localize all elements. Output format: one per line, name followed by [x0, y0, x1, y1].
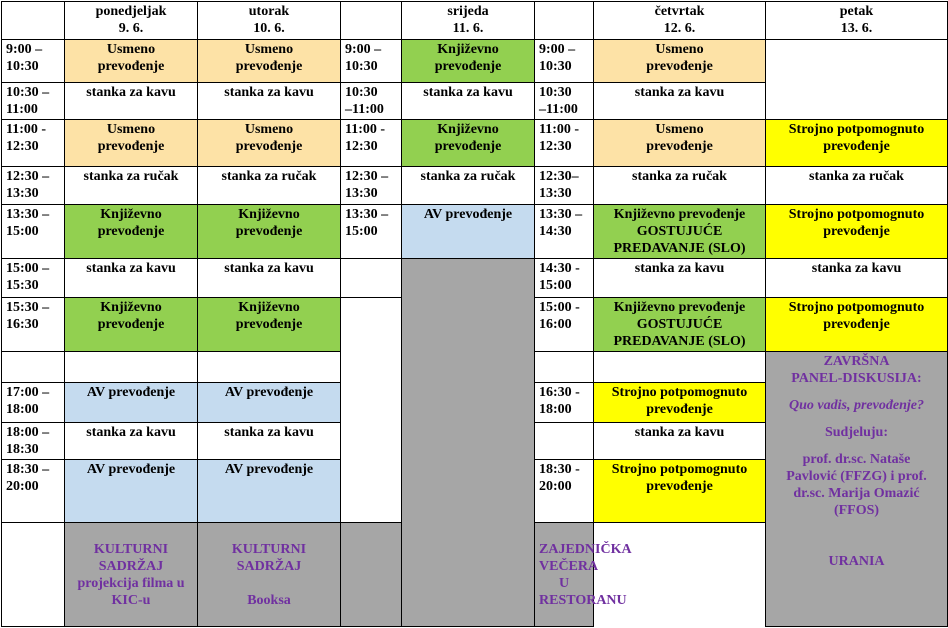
time-cell: 12:30 – 13:30 — [341, 167, 402, 204]
time-cell: 15:00 - 16:00 — [535, 297, 594, 351]
event-cultural-tuesday: KULTURNI SADRŽAJ Booksa — [198, 522, 341, 626]
header-thursday: četvrtak 12. 6. — [594, 2, 766, 40]
break-coffee: stanka za kavu — [594, 83, 766, 120]
schedule-table — [1, 1, 948, 627]
header-tuesday: utorak 10. 6. — [198, 2, 341, 40]
session-usmeno: Usmeno prevođenje — [594, 120, 766, 167]
empty-cell — [2, 352, 65, 383]
session-strojno: Strojno potpomognuto prevođenje — [766, 204, 948, 258]
empty-cell — [535, 352, 594, 383]
break-coffee: stanka za kavu — [65, 83, 198, 120]
time-cell: 15:00 – 15:30 — [2, 258, 65, 297]
time-cell: 11:00 - 12:30 — [535, 120, 594, 167]
header-wednesday: srijeda 11. 6. — [402, 2, 535, 40]
header-blank-thu — [535, 2, 594, 40]
empty-cell — [341, 258, 402, 297]
session-knjizevno-guest: Književno prevođenje GOSTUJUĆE PREDAVANJE (SLO) — [594, 204, 766, 258]
corner-cell — [2, 2, 65, 40]
time-cell: 16:30 - 18:00 — [535, 383, 594, 423]
session-av: AV prevođenje — [402, 204, 535, 258]
break-lunch: stanka za ručak — [65, 167, 198, 204]
break-coffee: stanka za kavu — [65, 258, 198, 297]
break-lunch: stanka za ručak — [198, 167, 341, 204]
event-dinner-thursday: ZAJEDNIČKA VEČERA U RESTORANU — [535, 522, 594, 626]
header-blank-wed — [341, 2, 402, 40]
break-coffee: stanka za kavu — [198, 83, 341, 120]
time-cell: 11:00 - 12:30 — [341, 120, 402, 167]
time-cell: 10:30 –11:00 — [535, 83, 594, 120]
session-knjizevno: Književno prevođenje — [198, 204, 341, 258]
time-cell: 17:00 – 18:00 — [2, 383, 65, 423]
empty-cell — [535, 423, 594, 460]
session-av: AV prevođenje — [198, 383, 341, 423]
time-cell: 10:30 – 11:00 — [2, 83, 65, 120]
empty-cell — [2, 522, 65, 626]
session-knjizevno-guest: Književno prevođenje GOSTUJUĆE PREDAVANJE (SLO) — [594, 297, 766, 351]
session-strojno: Strojno potpomognuto prevođenje — [594, 383, 766, 423]
empty-cell — [65, 352, 198, 383]
time-cell: 12:30 – 13:30 — [2, 167, 65, 204]
break-lunch: stanka za ručak — [402, 167, 535, 204]
session-usmeno: Usmeno prevođenje — [65, 40, 198, 83]
break-lunch: stanka za ručak — [766, 167, 948, 204]
break-coffee: stanka za kavu — [198, 423, 341, 460]
event-cultural-monday: KULTURNI SADRŽAJ projekcija filma u KIC-u — [65, 522, 198, 626]
break-coffee: stanka za kavu — [594, 258, 766, 297]
session-strojno: Strojno potpomognuto prevođenje — [594, 460, 766, 522]
session-av: AV prevođenje — [65, 460, 198, 522]
time-cell: 9:00 – 10:30 — [2, 40, 65, 83]
time-cell: 13:30 – 15:00 — [341, 204, 402, 258]
session-knjizevno: Književno prevođenje — [402, 40, 535, 83]
time-cell: 18:30 – 20:00 — [2, 460, 65, 522]
session-usmeno: Usmeno prevođenje — [198, 120, 341, 167]
session-knjizevno: Književno prevođenje — [198, 297, 341, 351]
header-friday: petak 13. 6. — [766, 2, 948, 40]
time-cell: 10:30 –11:00 — [341, 83, 402, 120]
break-coffee: stanka za kavu — [65, 423, 198, 460]
time-cell: 13:30 – 15:00 — [2, 204, 65, 258]
session-knjizevno: Književno prevođenje — [402, 120, 535, 167]
session-strojno: Strojno potpomognuto prevođenje — [766, 120, 948, 167]
empty-cell — [198, 352, 341, 383]
session-usmeno: Usmeno prevođenje — [198, 40, 341, 83]
session-usmeno: Usmeno prevođenje — [594, 40, 766, 83]
session-av: AV prevođenje — [65, 383, 198, 423]
break-coffee: stanka za kavu — [766, 258, 948, 297]
event-panel-discussion: ZAVRŠNA PANEL-DISKUSIJA: Quo vadis, prevođenje? Sudjeluju: prof. dr.sc. Nataše Pavlović (FFZG) i prof. dr.sc. Marija Omazić (FFOS) URANIA — [766, 352, 948, 627]
break-coffee: stanka za kavu — [198, 258, 341, 297]
time-cell: 9:00 – 10:30 — [535, 40, 594, 83]
break-coffee: stanka za kavu — [402, 83, 535, 120]
header-monday: ponedjeljak 9. 6. — [65, 2, 198, 40]
empty-cell — [594, 352, 766, 383]
empty-cell — [341, 297, 402, 522]
break-coffee: stanka za kavu — [594, 423, 766, 460]
time-cell: 9:00 – 10:30 — [341, 40, 402, 83]
time-cell: 11:00 - 12:30 — [2, 120, 65, 167]
time-cell: 13:30 – 14:30 — [535, 204, 594, 258]
empty-gray-cell — [341, 522, 402, 626]
session-av: AV prevođenje — [198, 460, 341, 522]
time-cell: 18:00 – 18:30 — [2, 423, 65, 460]
session-usmeno: Usmeno prevođenje — [65, 120, 198, 167]
time-cell: 12:30– 13:30 — [535, 167, 594, 204]
time-cell: 15:30 – 16:30 — [2, 297, 65, 351]
break-lunch: stanka za ručak — [594, 167, 766, 204]
time-cell: 18:30 - 20:00 — [535, 460, 594, 522]
free-afternoon-block — [402, 258, 535, 626]
time-cell: 14:30 - 15:00 — [535, 258, 594, 297]
session-knjizevno: Književno prevođenje — [65, 204, 198, 258]
session-strojno: Strojno potpomognuto prevođenje — [766, 297, 948, 351]
session-knjizevno: Književno prevođenje — [65, 297, 198, 351]
empty-cell — [766, 40, 948, 120]
